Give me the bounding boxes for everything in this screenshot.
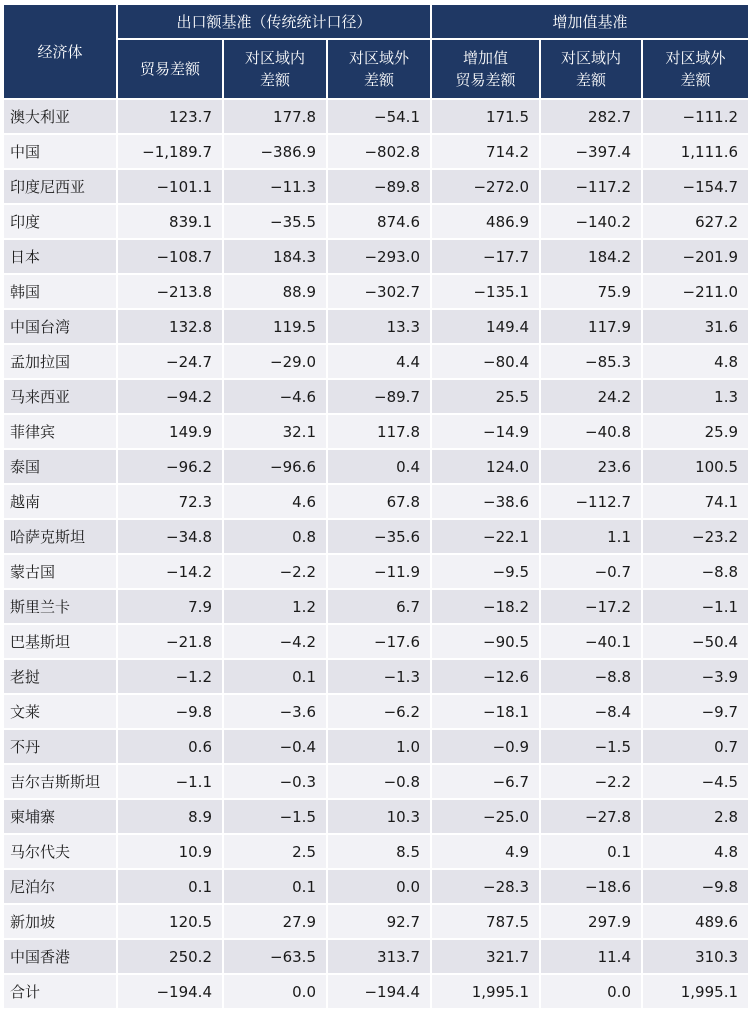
value-cell: 1.0 (328, 730, 432, 765)
economy-name: 哈萨克斯坦 (4, 520, 118, 555)
value-cell: 1,111.6 (643, 135, 748, 170)
value-cell: 0.7 (643, 730, 748, 765)
table-row (4, 590, 748, 625)
value-cell: −63.5 (224, 940, 328, 975)
economy-name: 吉尔吉斯斯坦 (4, 765, 118, 800)
value-cell: −27.8 (541, 800, 643, 835)
value-cell: −111.2 (643, 100, 748, 135)
table-row (4, 380, 748, 415)
value-cell: 6.7 (328, 590, 432, 625)
value-cell: 2.8 (643, 800, 748, 835)
value-cell: 489.6 (643, 905, 748, 940)
value-cell: 1,995.1 (643, 975, 748, 1010)
value-cell: −11.9 (328, 555, 432, 590)
economy-name: 印度 (4, 205, 118, 240)
economy-name: 新加坡 (4, 905, 118, 940)
value-cell: −89.7 (328, 380, 432, 415)
value-cell: 0.8 (224, 520, 328, 555)
table-row (4, 100, 748, 135)
economy-name: 蒙古国 (4, 555, 118, 590)
table-row (4, 695, 748, 730)
header-col-line2: 差额 (575, 71, 606, 89)
economy-name: 文莱 (4, 695, 118, 730)
value-cell: −0.9 (432, 730, 541, 765)
value-cell: 0.1 (224, 870, 328, 905)
value-cell: −8.8 (541, 660, 643, 695)
economy-name: 中国 (4, 135, 118, 170)
economy-name: 中国香港 (4, 940, 118, 975)
value-cell: 4.4 (328, 345, 432, 380)
value-cell: 313.7 (328, 940, 432, 975)
value-cell: 67.8 (328, 485, 432, 520)
economy-name: 中国台湾 (4, 310, 118, 345)
header-col-2 (224, 40, 328, 100)
trade-balance-table (4, 5, 748, 1010)
header-col-line1: 对区域内 (560, 49, 621, 67)
value-cell: 1.3 (643, 380, 748, 415)
header-col-3 (328, 40, 432, 100)
value-cell: −213.8 (118, 275, 224, 310)
value-cell: 787.5 (432, 905, 541, 940)
economy-name: 日本 (4, 240, 118, 275)
table-row (4, 730, 748, 765)
economy-name: 巴基斯坦 (4, 625, 118, 660)
economy-name: 马尔代夫 (4, 835, 118, 870)
economy-name: 菲律宾 (4, 415, 118, 450)
value-cell: −22.1 (432, 520, 541, 555)
value-cell: −293.0 (328, 240, 432, 275)
value-cell: −12.6 (432, 660, 541, 695)
table-header (4, 5, 748, 100)
value-cell: 7.9 (118, 590, 224, 625)
header-col-6 (643, 40, 748, 100)
value-cell: −3.6 (224, 695, 328, 730)
value-cell: −54.1 (328, 100, 432, 135)
value-cell: 100.5 (643, 450, 748, 485)
value-cell: −18.6 (541, 870, 643, 905)
value-cell: −14.9 (432, 415, 541, 450)
table-row (4, 940, 748, 975)
table-row (4, 205, 748, 240)
value-cell: 0.0 (328, 870, 432, 905)
header-col-5 (541, 40, 643, 100)
header-col-line1: 对区域外 (665, 49, 726, 67)
value-cell: −140.2 (541, 205, 643, 240)
value-cell: −40.1 (541, 625, 643, 660)
value-cell: −80.4 (432, 345, 541, 380)
value-cell: 149.4 (432, 310, 541, 345)
table-row (4, 660, 748, 695)
value-cell: −9.5 (432, 555, 541, 590)
total-row (4, 975, 748, 1010)
economy-name: 越南 (4, 485, 118, 520)
value-cell: −112.7 (541, 485, 643, 520)
value-cell: −302.7 (328, 275, 432, 310)
value-cell: −8.4 (541, 695, 643, 730)
value-cell: −194.4 (118, 975, 224, 1010)
value-cell: −40.8 (541, 415, 643, 450)
table-row (4, 415, 748, 450)
value-cell: −96.6 (224, 450, 328, 485)
table-row (4, 240, 748, 275)
table-row (4, 450, 748, 485)
value-cell: 2.5 (224, 835, 328, 870)
value-cell: −21.8 (118, 625, 224, 660)
value-cell: −117.2 (541, 170, 643, 205)
table-row (4, 310, 748, 345)
value-cell: 297.9 (541, 905, 643, 940)
value-cell: −9.7 (643, 695, 748, 730)
table-body (4, 100, 748, 1010)
value-cell: −24.7 (118, 345, 224, 380)
table-row (4, 275, 748, 310)
value-cell: −94.2 (118, 380, 224, 415)
value-cell: −272.0 (432, 170, 541, 205)
value-cell: 321.7 (432, 940, 541, 975)
value-cell: 75.9 (541, 275, 643, 310)
header-col-line1: 增加值 (462, 49, 508, 67)
value-cell: −211.0 (643, 275, 748, 310)
value-cell: 124.0 (432, 450, 541, 485)
header-group-export-basis: 出口额基准（传统统计口径） (118, 5, 432, 40)
header-col-line1: 对区域内 (244, 49, 305, 67)
value-cell: −34.8 (118, 520, 224, 555)
value-cell: −1.1 (643, 590, 748, 625)
value-cell: −89.8 (328, 170, 432, 205)
value-cell: −18.1 (432, 695, 541, 730)
value-cell: 25.9 (643, 415, 748, 450)
value-cell: 282.7 (541, 100, 643, 135)
table-row (4, 170, 748, 205)
value-cell: −3.9 (643, 660, 748, 695)
value-cell: −397.4 (541, 135, 643, 170)
value-cell: 4.8 (643, 345, 748, 380)
value-cell: 1.1 (541, 520, 643, 555)
value-cell: −0.8 (328, 765, 432, 800)
value-cell: 74.1 (643, 485, 748, 520)
value-cell: 0.1 (118, 870, 224, 905)
value-cell: 31.6 (643, 310, 748, 345)
value-cell: −386.9 (224, 135, 328, 170)
value-cell: 117.8 (328, 415, 432, 450)
table-row (4, 765, 748, 800)
value-cell: 184.3 (224, 240, 328, 275)
value-cell: −1.5 (224, 800, 328, 835)
value-cell: 0.1 (541, 835, 643, 870)
value-cell: 72.3 (118, 485, 224, 520)
value-cell: −1,189.7 (118, 135, 224, 170)
economy-name: 泰国 (4, 450, 118, 485)
value-cell: 120.5 (118, 905, 224, 940)
value-cell: −1.3 (328, 660, 432, 695)
value-cell: −8.8 (643, 555, 748, 590)
value-cell: 11.4 (541, 940, 643, 975)
value-cell: −28.3 (432, 870, 541, 905)
value-cell: 149.9 (118, 415, 224, 450)
value-cell: 8.5 (328, 835, 432, 870)
value-cell: 13.3 (328, 310, 432, 345)
value-cell: −0.4 (224, 730, 328, 765)
value-cell: 119.5 (224, 310, 328, 345)
value-cell: −17.6 (328, 625, 432, 660)
value-cell: −2.2 (224, 555, 328, 590)
value-cell: −35.5 (224, 205, 328, 240)
value-cell: 92.7 (328, 905, 432, 940)
value-cell: 4.9 (432, 835, 541, 870)
economy-name: 澳大利亚 (4, 100, 118, 135)
value-cell: −6.7 (432, 765, 541, 800)
value-cell: 88.9 (224, 275, 328, 310)
value-cell: 132.8 (118, 310, 224, 345)
value-cell: −17.2 (541, 590, 643, 625)
value-cell: −154.7 (643, 170, 748, 205)
table-row (4, 835, 748, 870)
header-col-4 (432, 40, 541, 100)
value-cell: 627.2 (643, 205, 748, 240)
value-cell: 10.3 (328, 800, 432, 835)
economy-name: 韩国 (4, 275, 118, 310)
value-cell: −194.4 (328, 975, 432, 1010)
value-cell: −2.2 (541, 765, 643, 800)
value-cell: 123.7 (118, 100, 224, 135)
table-row (4, 870, 748, 905)
value-cell: −50.4 (643, 625, 748, 660)
value-cell: −11.3 (224, 170, 328, 205)
value-cell: −25.0 (432, 800, 541, 835)
value-cell: 310.3 (643, 940, 748, 975)
value-cell: −23.2 (643, 520, 748, 555)
economy-name: 尼泊尔 (4, 870, 118, 905)
value-cell: 4.8 (643, 835, 748, 870)
economy-name: 印度尼西亚 (4, 170, 118, 205)
value-cell: −29.0 (224, 345, 328, 380)
header-col-line1: 贸易差额 (139, 60, 200, 78)
value-cell: 117.9 (541, 310, 643, 345)
header-economy: 经济体 (4, 5, 118, 100)
value-cell: 714.2 (432, 135, 541, 170)
value-cell: −35.6 (328, 520, 432, 555)
value-cell: −1.5 (541, 730, 643, 765)
value-cell: 24.2 (541, 380, 643, 415)
value-cell: 10.9 (118, 835, 224, 870)
value-cell: −17.7 (432, 240, 541, 275)
value-cell: 0.1 (224, 660, 328, 695)
value-cell: 486.9 (432, 205, 541, 240)
table-row (4, 485, 748, 520)
table-row (4, 135, 748, 170)
header-col-1 (118, 40, 224, 100)
table-row (4, 625, 748, 660)
value-cell: −1.1 (118, 765, 224, 800)
value-cell: −9.8 (643, 870, 748, 905)
value-cell: 0.0 (224, 975, 328, 1010)
value-cell: 0.4 (328, 450, 432, 485)
value-cell: 250.2 (118, 940, 224, 975)
value-cell: −108.7 (118, 240, 224, 275)
value-cell: −1.2 (118, 660, 224, 695)
header-group-value-added-basis: 增加值基准 (432, 5, 748, 40)
value-cell: −38.6 (432, 485, 541, 520)
header-col-line2: 差额 (363, 71, 394, 89)
value-cell: −9.8 (118, 695, 224, 730)
economy-name: 老挝 (4, 660, 118, 695)
value-cell: −90.5 (432, 625, 541, 660)
economy-name: 不丹 (4, 730, 118, 765)
value-cell: −4.6 (224, 380, 328, 415)
economy-name: 孟加拉国 (4, 345, 118, 380)
value-cell: −6.2 (328, 695, 432, 730)
value-cell: −4.2 (224, 625, 328, 660)
value-cell: −85.3 (541, 345, 643, 380)
table-row (4, 555, 748, 590)
table-row (4, 345, 748, 380)
header-col-line2: 贸易差额 (455, 71, 516, 89)
value-cell: 32.1 (224, 415, 328, 450)
value-cell: −0.3 (224, 765, 328, 800)
value-cell: 171.5 (432, 100, 541, 135)
header-col-line2: 差额 (680, 71, 711, 89)
economy-name: 马来西亚 (4, 380, 118, 415)
value-cell: 0.6 (118, 730, 224, 765)
value-cell: 25.5 (432, 380, 541, 415)
value-cell: 177.8 (224, 100, 328, 135)
table-row (4, 800, 748, 835)
value-cell: 4.6 (224, 485, 328, 520)
header-col-line2: 差额 (259, 71, 290, 89)
value-cell: −0.7 (541, 555, 643, 590)
value-cell: −4.5 (643, 765, 748, 800)
value-cell: 874.6 (328, 205, 432, 240)
economy-name: 合计 (4, 975, 118, 1010)
table-row (4, 905, 748, 940)
table-row (4, 520, 748, 555)
value-cell: −101.1 (118, 170, 224, 205)
value-cell: 1,995.1 (432, 975, 541, 1010)
value-cell: −14.2 (118, 555, 224, 590)
value-cell: 1.2 (224, 590, 328, 625)
value-cell: −802.8 (328, 135, 432, 170)
value-cell: 27.9 (224, 905, 328, 940)
value-cell: −201.9 (643, 240, 748, 275)
header-col-line1: 对区域外 (348, 49, 409, 67)
value-cell: 0.0 (541, 975, 643, 1010)
economy-name: 斯里兰卡 (4, 590, 118, 625)
value-cell: −135.1 (432, 275, 541, 310)
value-cell: −18.2 (432, 590, 541, 625)
economy-name: 柬埔寨 (4, 800, 118, 835)
value-cell: 23.6 (541, 450, 643, 485)
value-cell: 839.1 (118, 205, 224, 240)
value-cell: 8.9 (118, 800, 224, 835)
value-cell: −96.2 (118, 450, 224, 485)
value-cell: 184.2 (541, 240, 643, 275)
